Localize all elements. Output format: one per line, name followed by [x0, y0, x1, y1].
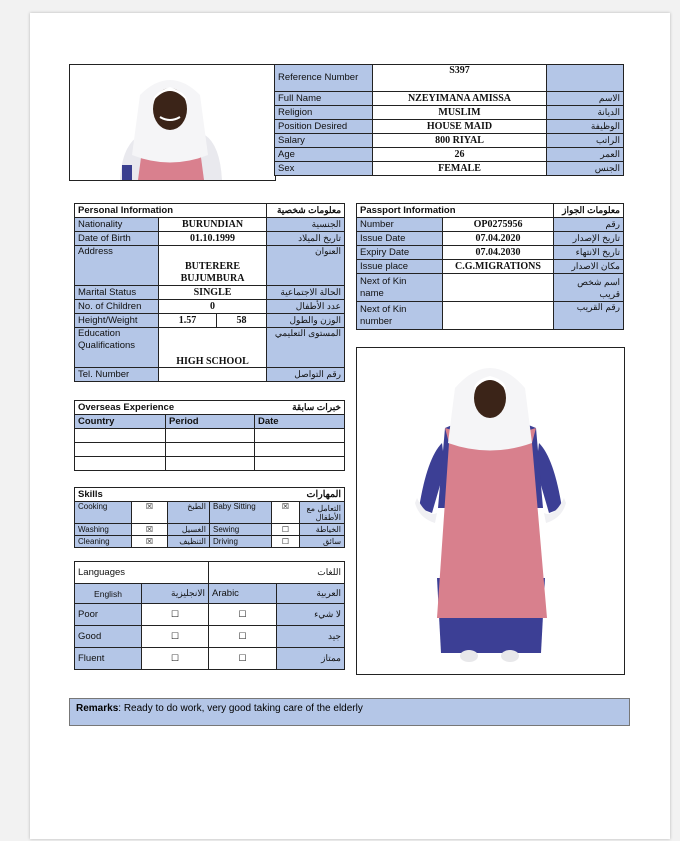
issue-date-ar: تاريخ الإصدار: [554, 232, 624, 246]
skill-baby-sitting-ar: [300, 502, 345, 524]
kin-name-ar: [554, 274, 624, 302]
overseas-cell: [255, 429, 345, 443]
skill-cooking-ar: الطبخ: [168, 502, 210, 524]
lang-level-poor-label: Poor: [75, 604, 142, 626]
lang-level-good-ar: جيد: [277, 626, 345, 648]
expiry-date-ar: تاريخ الانتهاء: [554, 246, 624, 260]
kin-name-value: [443, 274, 554, 302]
skill-driving-label: Driving: [210, 536, 272, 548]
overseas-cell: [166, 429, 255, 443]
skill-sewing-checkbox[interactable]: ☐: [272, 524, 300, 536]
position-value: HOUSE MAID: [373, 120, 547, 134]
overseas-title-ar: خبرات سابقة: [255, 401, 345, 415]
address-label: Address: [75, 246, 159, 286]
sex-label: Sex: [275, 162, 373, 176]
full-name-ar: الاسم: [547, 92, 624, 106]
passport-number-value: OP0275956: [443, 218, 554, 232]
marital-ar: الحالة الاجتماعية: [267, 286, 345, 300]
issue-date-label: Issue Date: [357, 232, 443, 246]
dob-ar: تاريخ الميلاد: [267, 232, 345, 246]
dob-value: 01.10.1999: [159, 232, 267, 246]
education-label-line2: Qualifications: [78, 340, 136, 351]
overseas-cell: [75, 443, 166, 457]
lang-arabic-ar: العربية: [277, 584, 345, 604]
salary-ar: الراتب: [547, 134, 624, 148]
address-value: [159, 246, 267, 286]
skill-cooking-label: Cooking: [75, 502, 132, 524]
lang-english-poor-checkbox[interactable]: ☐: [142, 604, 209, 626]
height-value: 1.57: [159, 314, 217, 328]
skill-cleaning-ar: التنظيف: [168, 536, 210, 548]
full-name-value: NZEYIMANA AMISSA: [373, 92, 547, 106]
sex-ar: الجنس: [547, 162, 624, 176]
skill-sewing-label: Sewing: [210, 524, 272, 536]
lang-level-poor-ar: لا شيء: [277, 604, 345, 626]
lang-level-good-label: Good: [75, 626, 142, 648]
kin-name-label: [357, 274, 443, 302]
religion-ar: الديانة: [547, 106, 624, 120]
remarks-label: Remarks: [76, 703, 119, 714]
education-ar: المستوى التعليمي: [267, 328, 345, 368]
lang-english-label: English: [75, 584, 142, 604]
remarks-text: : Ready to do work, very good taking care of the elderly: [118, 703, 363, 714]
kin-number-ar: رقم القريب: [554, 302, 624, 330]
languages-table: [74, 561, 345, 670]
address-ar: العنوان: [267, 246, 345, 286]
marital-label: Marital Status: [75, 286, 159, 300]
nationality-label: Nationality: [75, 218, 159, 232]
full-body-photo-frame: [356, 347, 625, 675]
passport-info-table: [356, 203, 624, 330]
nationality-ar: الجنسية: [267, 218, 345, 232]
address-line1: BUTERERE: [185, 261, 241, 272]
portrait-photo: [70, 65, 275, 180]
skill-cooking-checkbox[interactable]: ☒: [132, 502, 168, 524]
skill-baby-sitting-checkbox[interactable]: ☒: [272, 502, 300, 524]
skill-washing-ar: الغسيل: [168, 524, 210, 536]
personal-info-table: [74, 203, 345, 382]
issue-place-label: Issue place: [357, 260, 443, 274]
expiry-date-label: Expiry Date: [357, 246, 443, 260]
education-label-line1: Education: [78, 328, 121, 339]
personal-info-title-ar: معلومات شخصية: [267, 204, 345, 218]
portrait-photo-frame: [69, 64, 276, 181]
issue-date-value: 07.04.2020: [443, 232, 554, 246]
overseas-col-date: Date: [255, 415, 345, 429]
religion-label: Religion: [275, 106, 373, 120]
skill-cleaning-checkbox[interactable]: ☒: [132, 536, 168, 548]
remarks-box: [69, 698, 630, 726]
age-ar: العمر: [547, 148, 624, 162]
lang-level-fluent-ar: ممتاز: [277, 648, 345, 670]
lang-arabic-fluent-checkbox[interactable]: ☐: [209, 648, 277, 670]
skill-baby-sitting-ar-line1: التعامل مع: [306, 503, 342, 513]
lang-english-good-checkbox[interactable]: ☐: [142, 626, 209, 648]
skill-cleaning-label: Cleaning: [75, 536, 132, 548]
children-ar: عدد الأطفال: [267, 300, 345, 314]
overseas-cell: [255, 443, 345, 457]
expiry-date-value: 07.04.2030: [443, 246, 554, 260]
skill-driving-ar: سائق: [300, 536, 345, 548]
passport-number-ar: رقم: [554, 218, 624, 232]
overseas-cell: [166, 457, 255, 471]
kin-name-ar-line1: اسم شخص: [577, 276, 621, 287]
lang-arabic-label: Arabic: [209, 584, 277, 604]
overseas-cell: [255, 457, 345, 471]
dob-label: Date of Birth: [75, 232, 159, 246]
age-label: Age: [275, 148, 373, 162]
kin-number-label-line1: Next of Kin: [360, 303, 407, 315]
reference-ar: [547, 65, 624, 92]
overseas-col-country: Country: [75, 415, 166, 429]
reference-label: Reference Number: [275, 65, 373, 92]
skills-table: [74, 487, 345, 548]
full-name-label: Full Name: [275, 92, 373, 106]
lang-arabic-poor-checkbox[interactable]: ☐: [209, 604, 277, 626]
position-ar: الوظيفة: [547, 120, 624, 134]
salary-value: 800 RIYAL: [373, 134, 547, 148]
lang-arabic-good-checkbox[interactable]: ☐: [209, 626, 277, 648]
skill-baby-sitting-ar-line2: الأطفال: [315, 512, 342, 522]
tel-label: Tel. Number: [75, 368, 159, 382]
nationality-value: BURUNDIAN: [159, 218, 267, 232]
skill-driving-checkbox[interactable]: ☐: [272, 536, 300, 548]
position-label: Position Desired: [275, 120, 373, 134]
lang-english-fluent-checkbox[interactable]: ☐: [142, 648, 209, 670]
kin-name-label-line2: name: [360, 287, 384, 299]
education-label: [75, 328, 159, 368]
passport-info-title-ar: معلومات الجواز: [554, 204, 624, 218]
personal-info-title: Personal Information: [75, 204, 267, 218]
passport-number-label: Number: [357, 218, 443, 232]
issue-place-value: C.G.MIGRATIONS: [443, 260, 554, 274]
weight-value: 58: [217, 314, 267, 328]
lang-english-ar: الانجليزية: [142, 584, 209, 604]
kin-name-ar-line2: قريب: [599, 288, 621, 299]
age-value: 26: [373, 148, 547, 162]
reference-value: S397: [373, 65, 547, 92]
languages-title: Languages: [75, 562, 209, 584]
skill-washing-checkbox[interactable]: ☒: [132, 524, 168, 536]
passport-info-title: Passport Information: [357, 204, 554, 218]
skill-sewing-ar: الخياطة: [300, 524, 345, 536]
skill-baby-sitting-label: Baby Sitting: [210, 502, 272, 524]
overseas-title: Overseas Experience: [75, 401, 255, 415]
religion-value: MUSLIM: [373, 106, 547, 120]
sex-value: FEMALE: [373, 162, 547, 176]
kin-number-label-line2: number: [360, 315, 393, 327]
tel-ar: رقم التواصل: [267, 368, 345, 382]
kin-number-label: [357, 302, 443, 330]
languages-title-ar: اللغات: [209, 562, 345, 584]
overseas-cell: [75, 457, 166, 471]
skills-title-ar: المهارات: [210, 488, 345, 502]
issue-place-ar: مكان الاصدار: [554, 260, 624, 274]
header-table: [274, 64, 624, 176]
overseas-col-period: Period: [166, 415, 255, 429]
kin-number-value: [443, 302, 554, 330]
full-body-photo: [357, 348, 624, 674]
skills-title: Skills: [75, 488, 210, 502]
lang-level-fluent-label: Fluent: [75, 648, 142, 670]
children-label: No. of Children: [75, 300, 159, 314]
salary-label: Salary: [275, 134, 373, 148]
overseas-cell: [75, 429, 166, 443]
height-weight-ar: الوزن والطول: [267, 314, 345, 328]
overseas-experience-table: [74, 400, 345, 471]
education-value: HIGH SCHOOL: [159, 328, 267, 368]
skill-washing-label: Washing: [75, 524, 132, 536]
tel-value: [159, 368, 267, 382]
height-weight-label: Height/Weight: [75, 314, 159, 328]
overseas-cell: [166, 443, 255, 457]
kin-name-label-line1: Next of Kin: [360, 275, 407, 287]
marital-value: SINGLE: [159, 286, 267, 300]
children-value: 0: [159, 300, 267, 314]
address-line2: BUJUMBURA: [180, 273, 245, 284]
